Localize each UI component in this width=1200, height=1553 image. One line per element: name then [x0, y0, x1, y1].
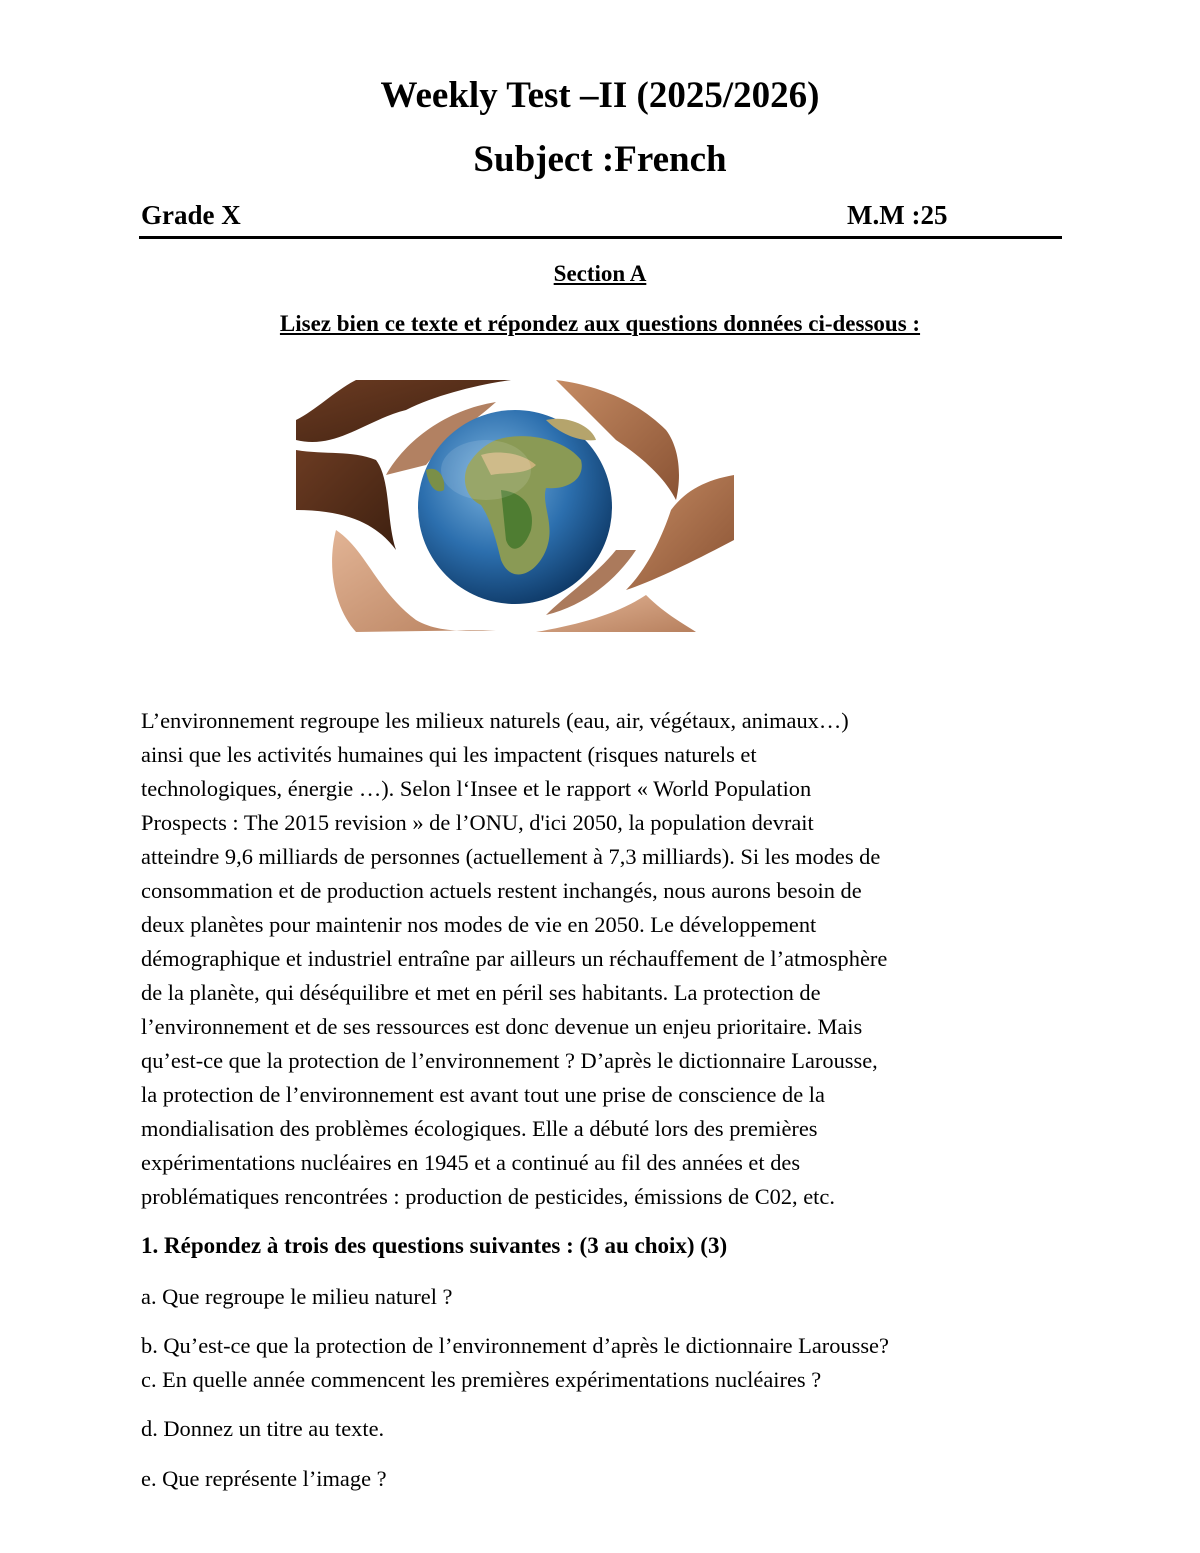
- passage-line: de la planète, qui déséquilibre et met en péril ses habitants. La protection de: [141, 980, 821, 1005]
- passage-line: L’environnement regroupe les milieux naturels (eau, air, végétaux, animaux…): [141, 708, 849, 733]
- question-heading: 1. Répondez à trois des questions suivantes : (3 au choix) (3): [141, 1233, 728, 1258]
- max-marks-label: M.M :25: [847, 200, 948, 230]
- passage-line: ainsi que les activités humaines qui les impactent (risques naturels et: [141, 742, 757, 767]
- passage-line: qu’est-ce que la protection de l’environnement ? D’après le dictionnaire Larousse,: [141, 1048, 878, 1073]
- passage-line: expérimentations nucléaires en 1945 et a continué au fil des années et des: [141, 1150, 801, 1175]
- header-divider: [139, 236, 1062, 239]
- subject-title: Subject :French: [473, 139, 727, 180]
- passage-line: consommation et de production actuels restent inchangés, nous aurons besoin de: [141, 878, 862, 903]
- passage-line: technologiques, énergie …). Selon l‘Insee et le rapport « World Population: [141, 776, 812, 801]
- question-d: d. Donnez un titre au texte.: [141, 1416, 385, 1441]
- section-instruction: Lisez bien ce texte et répondez aux questions données ci-dessous :: [279, 311, 921, 336]
- question-a: a. Que regroupe le milieu naturel ?: [141, 1284, 453, 1309]
- passage-line: Prospects : The 2015 revision » de l’ONU, d'ici 2050, la population devrait: [141, 810, 814, 835]
- passage-line: l’environnement et de ses ressources est donc devenue un enjeu prioritaire. Mais: [141, 1014, 863, 1039]
- test-title: Weekly Test –II (2025/2026): [380, 75, 820, 116]
- hands-around-globe-image: [296, 380, 734, 632]
- passage-line: deux planètes pour maintenir nos modes de vie en 2050. Le développement: [141, 912, 817, 937]
- grade-marks-row: [141, 200, 1061, 231]
- passage-line: atteindre 9,6 milliards de personnes (actuellement à 7,3 milliards). Si les modes de: [141, 844, 881, 869]
- passage-line: la protection de l’environnement est avant tout une prise de conscience de la: [141, 1082, 825, 1107]
- passage-line: mondialisation des problèmes écologiques. Elle a débuté lors des premières: [141, 1116, 818, 1141]
- section-title: Section A: [553, 261, 647, 286]
- grade-label: Grade X: [141, 200, 241, 230]
- reading-passage: [141, 704, 1071, 1214]
- passage-line: problématiques rencontrées : production de pesticides, émissions de C02, etc.: [141, 1184, 835, 1209]
- question-c: c. En quelle année commencent les premières expérimentations nucléaires ?: [141, 1367, 822, 1392]
- question-e: e. Que représente l’image ?: [141, 1466, 387, 1491]
- passage-line: démographique et industriel entraîne par ailleurs un réchauffement de l’atmosphère: [141, 946, 888, 971]
- question-b: b. Qu’est-ce que la protection de l’environnement d’après le dictionnaire Larousse?: [141, 1333, 889, 1358]
